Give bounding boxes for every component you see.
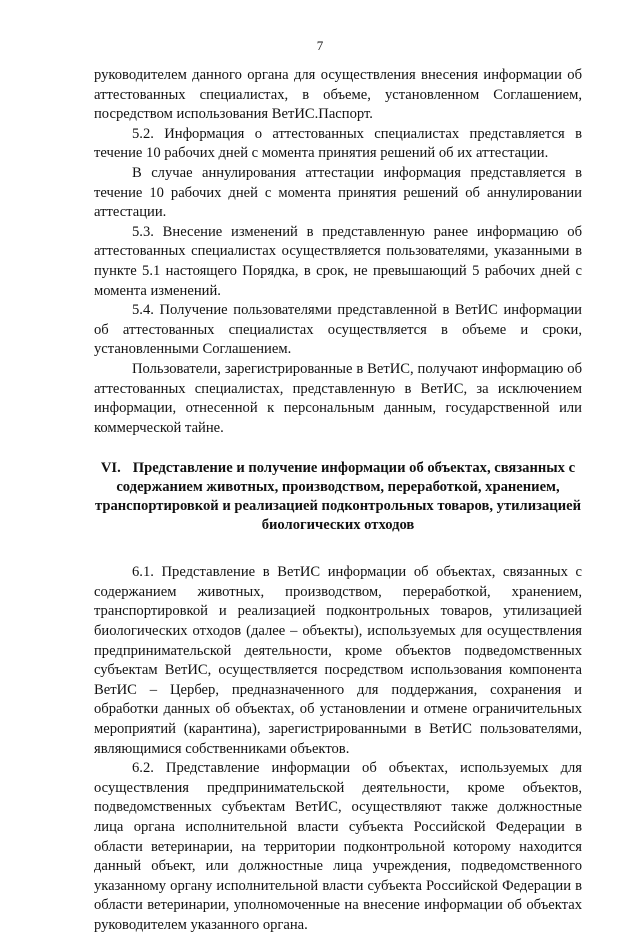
paragraph-5-4: 5.4. Получение пользователями представленной в ВетИС информации об аттестованных специалистах осуществляется в объеме и сроки, установленными Соглашением. [94, 302, 582, 358]
paragraph-users-access: Пользователи, зарегистрированные в ВетИС, получают информацию об аттестованных специалистах, представленную в ВетИС, за исключением информации, отнесенной к персональным данным, государственной или коммерческой тайне. [94, 360, 582, 436]
paragraph-5-2: 5.2. Информация о аттестованных специалистах представляется в течение 10 рабочих дней с момента принятия решений об их аттестации. [94, 125, 582, 162]
section-title: Представление и получение информации об объектах, связанных с содержанием животных, производством, переработкой, хранением, транспортировкой и реализацией подконтрольных товаров, утилизацией биологических отходов [95, 460, 581, 534]
paragraph-6-1: 6.1. Представление в ВетИС информации об объектах, связанных с содержанием животных, производством, переработкой, хранением, транспортировкой и реализацией подконтрольных товаров, утилизацией биологических отходов (далее – объекты), используемых для осуществления предпринимательской деятельности, кроме объектов подведомственных субъектам ВетИС, осуществляется посредством использования компонента ВетИС – Цербер, предназначенного для поддержания, сохранения и обработки данных об объектах, об установлении и отмене ограничительных мероприятий (карантина), зарегистрированными в ВетИС пользователями, являющимися собственниками объектов. [94, 564, 582, 757]
section-heading [94, 459, 582, 535]
page-number: 7 [316, 38, 324, 53]
paragraph-5-3: 5.3. Внесение изменений в представленную ранее информацию об аттестованных специалистах осуществляется пользователями, указанными в пункте 5.1 настоящего Порядка, в срок, не превышающий 5 рабочих дней с момента изменений. [94, 223, 582, 299]
paragraph-continuation: руководителем данного органа для осуществления внесения информации об аттестованных специалистах, в объеме, установленном Соглашением, посредством использования ВетИС.Паспорт. [94, 67, 582, 123]
paragraph-6-2: 6.2. Представление информации об объектах, используемых для осуществления предпринимательской деятельности, кроме объектов, подведомственных субъектам ВетИС, осуществляют также должностные лица органа исполнительной власти субъекта Российской Федерации в области ветеринарии, на территории подконтрольной которому находится данный объект, или должностные лица учреждения, подведомственного указанному органу исполнительной власти субъекта Российской Федерации в области ветеринарии, уполномоченные на внесение информации об объектах руководителем указанного органа. [94, 760, 582, 933]
section-number: VI. [100, 460, 121, 477]
document-body [94, 66, 582, 936]
paragraph-annulment: В случае аннулирования аттестации информация представляется в течение 10 рабочих дней с момента принятия решений об аннулировании аттестации. [94, 164, 582, 221]
